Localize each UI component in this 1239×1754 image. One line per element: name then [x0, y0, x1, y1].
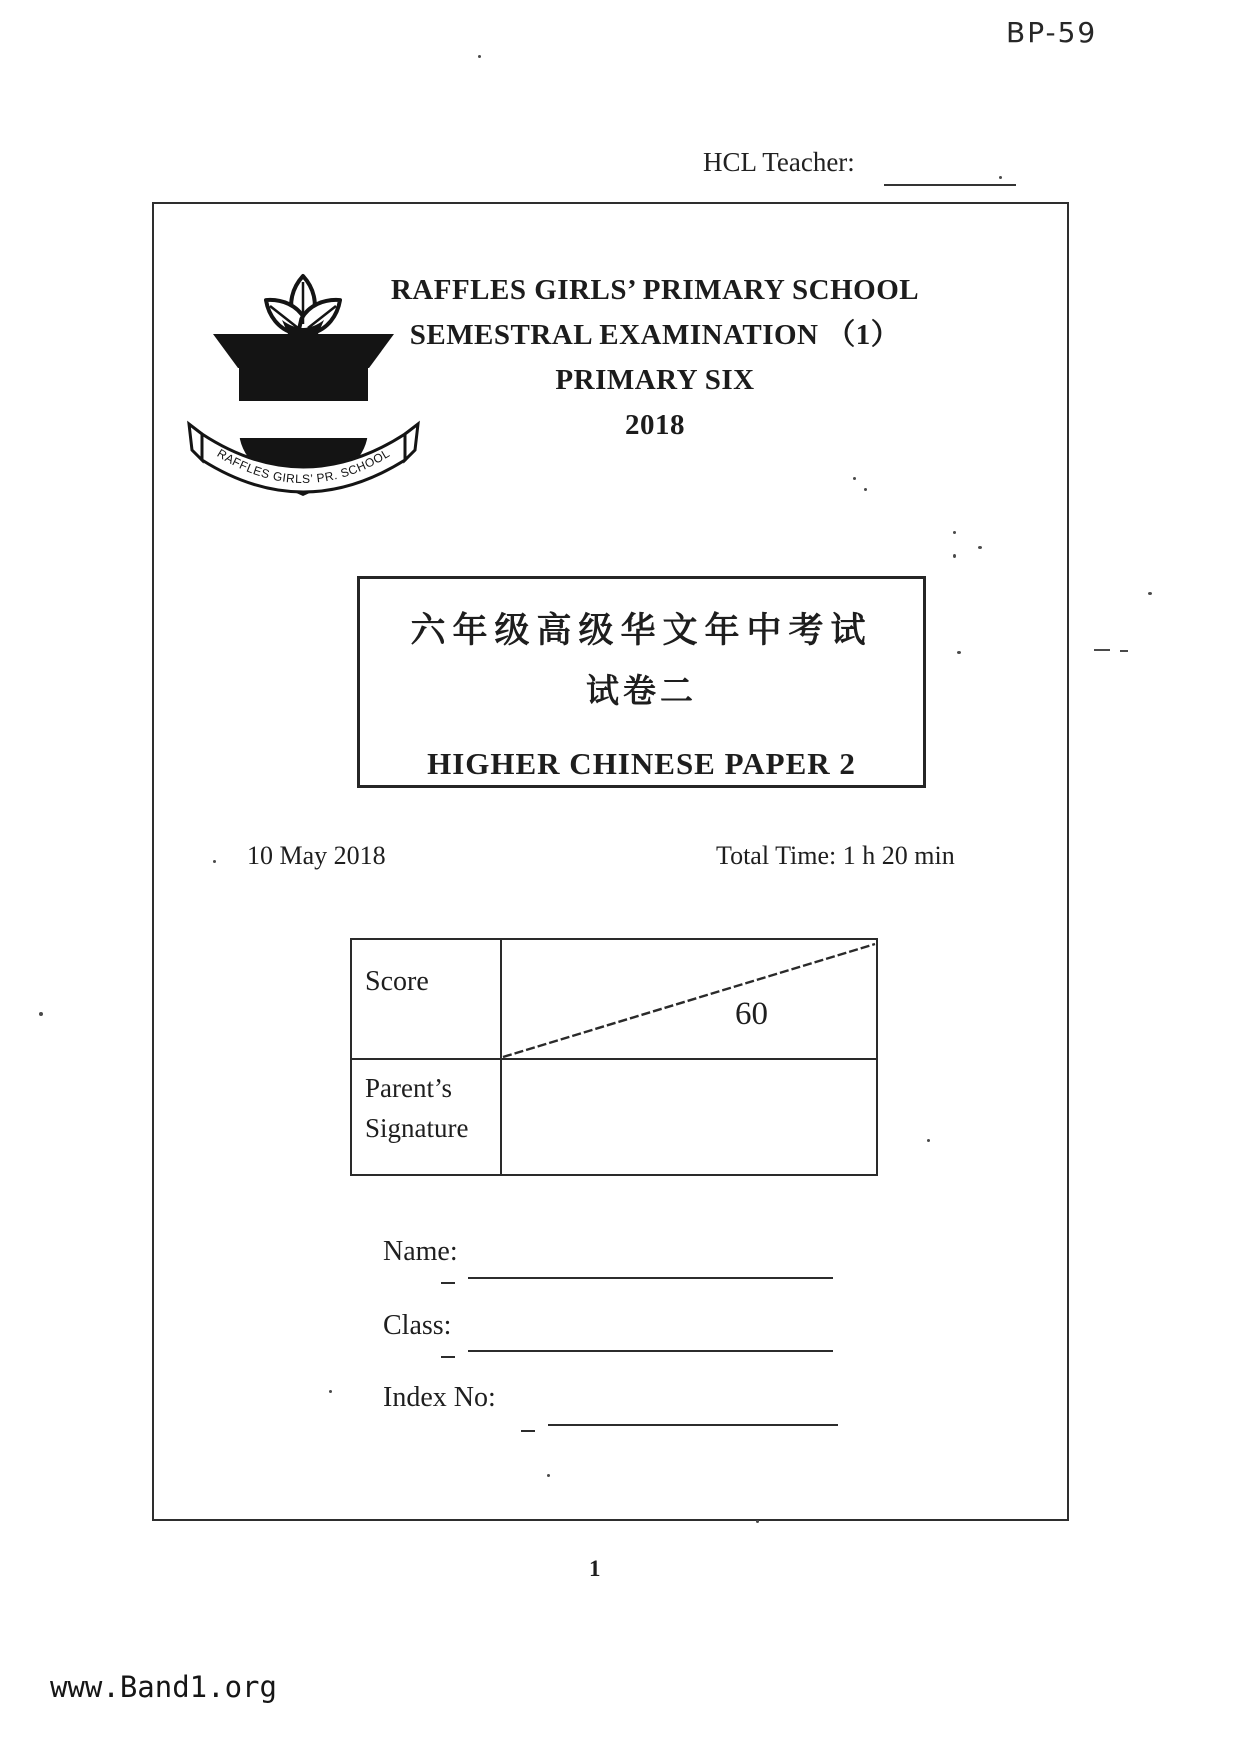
scan-speck	[927, 1139, 930, 1142]
page-number: 1	[589, 1556, 601, 1581]
scan-speck	[213, 860, 216, 863]
scan-speck	[39, 1012, 43, 1016]
scan-speck	[1094, 649, 1110, 651]
parent-signature-label: Parent’s Signature	[365, 1073, 469, 1143]
class-fill-line	[468, 1350, 833, 1352]
scan-speck	[1120, 650, 1128, 652]
hcl-teacher-label: HCL Teacher:	[703, 147, 855, 177]
scan-speck	[953, 554, 956, 558]
scan-speck	[978, 546, 982, 549]
scan-speck	[329, 1390, 332, 1393]
scan-speck	[999, 176, 1002, 179]
score-value-cell	[502, 940, 876, 1060]
scan-speck	[1148, 592, 1152, 595]
parent-signature-field-cell	[502, 1060, 876, 1174]
exam-level: PRIMARY SIX	[555, 364, 755, 396]
subject-chinese-line1: 六年级高级华文年中考试	[410, 611, 873, 650]
scan-speck	[957, 651, 961, 654]
total-marks-value: 60	[735, 996, 768, 1032]
scan-speck	[864, 488, 867, 491]
index-colon-dash	[521, 1430, 535, 1432]
scan-speck	[953, 531, 956, 534]
scan-speck	[756, 1520, 759, 1523]
exam-title-block	[368, 268, 942, 448]
subject-english-title: HIGHER CHINESE PAPER 2	[427, 746, 856, 781]
score-table	[350, 938, 878, 1176]
subject-chinese-line2: 试卷二	[586, 674, 697, 710]
page-code: BP-59	[1006, 16, 1098, 49]
school-name: RAFFLES GIRLS’ PRIMARY SCHOOL	[390, 274, 920, 306]
scan-speck	[478, 55, 481, 58]
score-label: Score	[365, 966, 429, 997]
name-colon-dash	[441, 1282, 455, 1284]
index-no-fill-line	[548, 1424, 838, 1426]
score-diagonal-line	[502, 940, 876, 1058]
scan-speck	[547, 1474, 550, 1477]
score-label-cell	[352, 940, 502, 1060]
exam-name: SEMESTRAL EXAMINATION （1）	[409, 319, 901, 351]
name-fill-line	[468, 1277, 833, 1279]
scan-speck	[853, 477, 856, 480]
exam-year: 2018	[625, 409, 685, 441]
index-no-label: Index No:	[383, 1382, 496, 1413]
subject-title-box	[357, 576, 926, 788]
exam-date: 10 May 2018	[247, 841, 386, 870]
watermark: www.Band1.org	[50, 1670, 277, 1704]
total-time: Total Time: 1 h 20 min	[716, 841, 955, 870]
name-label: Name:	[383, 1236, 458, 1267]
hcl-teacher-fill-line	[884, 184, 1016, 186]
parent-signature-label-cell	[352, 1060, 502, 1174]
class-colon-dash	[441, 1356, 455, 1358]
crest-banner-text: RAFFLES GIRLS’ PR. SCHOOL	[214, 446, 393, 487]
class-label: Class:	[383, 1310, 452, 1341]
